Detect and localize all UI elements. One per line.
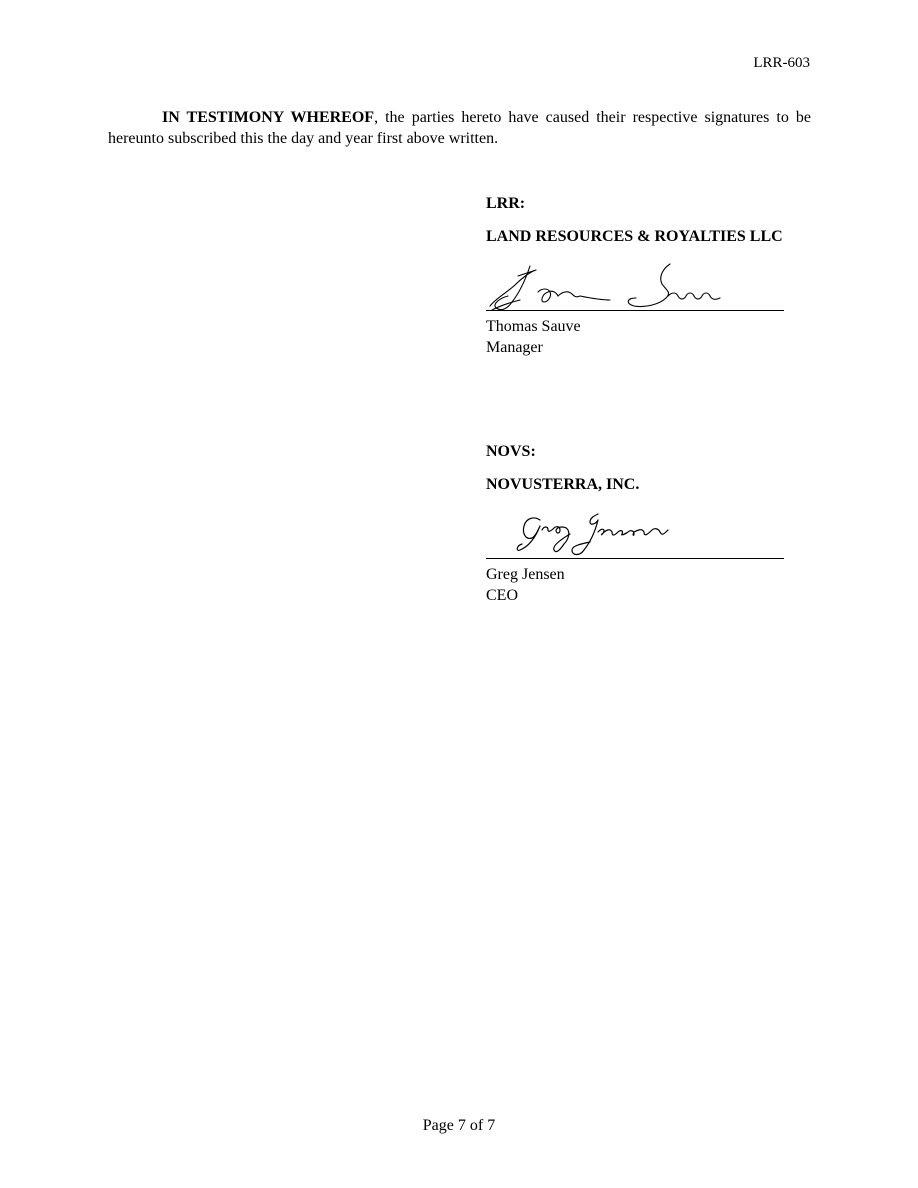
party-tag: LRR:	[486, 195, 526, 212]
handwritten-signature-thomas-sauve	[486, 262, 784, 314]
company-name: NOVUSTERRA, INC.	[486, 476, 640, 493]
signer-name: Thomas Sauve	[486, 318, 581, 335]
signature-block-lrr	[486, 194, 796, 364]
handwritten-signature-greg-jensen	[486, 510, 784, 562]
signature-block-novs	[486, 442, 796, 612]
signer-title: Manager	[486, 339, 543, 356]
testimony-clause	[108, 107, 811, 149]
party-tag: NOVS:	[486, 443, 536, 460]
company-name: LAND RESOURCES & ROYALTIES LLC	[486, 228, 783, 245]
signer-title: CEO	[486, 587, 518, 604]
page-number: Page 7 of 7	[422, 1117, 496, 1134]
signature-line	[486, 262, 784, 311]
testimony-body: , the parties hereto have caused their respective signatures to be hereunto subscribed this the day and year first above written.	[108, 109, 812, 147]
signer-name: Greg Jensen	[486, 566, 565, 583]
testimony-lead: IN TESTIMONY WHEREOF	[162, 109, 375, 126]
document-id: LRR-603	[753, 55, 810, 71]
signature-line	[486, 510, 784, 559]
